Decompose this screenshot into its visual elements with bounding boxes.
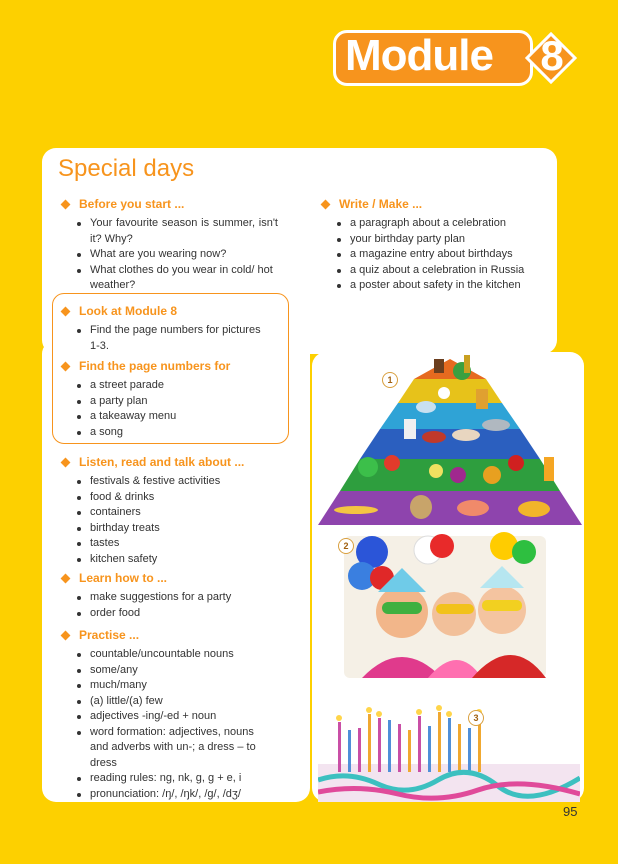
section-heading: Write / Make ... [339,197,423,211]
diamond-bullet-icon [61,361,71,371]
list-item: a party plan [76,394,280,410]
section-write-make [320,197,550,294]
list-item: a street parade [76,378,280,394]
list-item: make suggestions for a party [76,590,290,606]
list-item: order food [76,606,290,622]
list-item: tastes [76,536,290,552]
section-look-at [60,304,280,354]
picture-1-label: 1 [382,372,398,388]
section-listen [60,455,290,567]
section-before-you-start [60,197,278,294]
section-heading: Learn how to ... [79,571,168,585]
list-item: a quiz about a celebration in Russia [336,263,550,279]
list-item: festivals & festive activities [76,474,290,490]
diamond-bullet-icon [61,630,71,640]
list-item: a poster about safety in the kitchen [336,278,550,294]
food-pyramid-image [316,355,584,527]
picture-2-label: 2 [338,538,354,554]
list-item: birthday treats [76,521,290,537]
list-item: countable/uncountable nouns [76,647,272,663]
page-title: Special days [58,155,195,182]
list-item: Your favourite season is summer, isn't it? Why? [76,216,278,247]
list-item: pronunciation: /ŋ/, /ŋk/, /g/, /dʒ/ [76,787,272,803]
list-item: What clothes do you wear in cold/ hot weather? [76,263,278,294]
diamond-bullet-icon [61,306,71,316]
section-heading: Listen, read and talk about ... [79,455,245,469]
list-item: some/any [76,663,272,679]
page-number: 95 [563,804,578,819]
section-learn [60,571,290,621]
module-number: 8 [540,32,564,79]
party-photo-image [342,532,548,682]
section-find-page [60,359,280,440]
list-item: word formation: adjectives, nouns and adverbs with un-; a dress – to dress [76,725,272,772]
list-item: (a) little/(a) few [76,694,272,710]
list-item: reading rules: ng, nk, g, g + e, i [76,771,272,787]
diamond-bullet-icon [321,199,331,209]
list-item: a takeaway menu [76,409,280,425]
list-item: adjectives -ing/-ed + noun [76,709,272,725]
diamond-bullet-icon [61,573,71,583]
list-item: your birthday party plan [336,232,550,248]
section-practise [60,628,282,802]
module-badge [333,26,583,92]
module-word: Module [345,31,493,80]
section-heading: Practise ... [79,628,140,642]
list-item: a magazine entry about birthdays [336,247,550,263]
picture-3-label: 3 [468,710,484,726]
list-item: kitchen safety [76,552,290,568]
list-item: Find the page numbers for pictures 1-3. [76,323,270,354]
list-item: a song [76,425,280,441]
diamond-bullet-icon [61,199,71,209]
list-item: containers [76,505,290,521]
section-heading: Before you start ... [79,197,185,211]
diamond-bullet-icon [61,457,71,467]
list-item: much/many [76,678,272,694]
section-heading: Look at Module 8 [79,304,178,318]
birthday-candles-image [318,700,580,802]
list-item: food & drinks [76,490,290,506]
section-heading: Find the page numbers for [79,359,231,373]
list-item: a paragraph about a celebration [336,216,550,232]
list-item: What are you wearing now? [76,247,278,263]
